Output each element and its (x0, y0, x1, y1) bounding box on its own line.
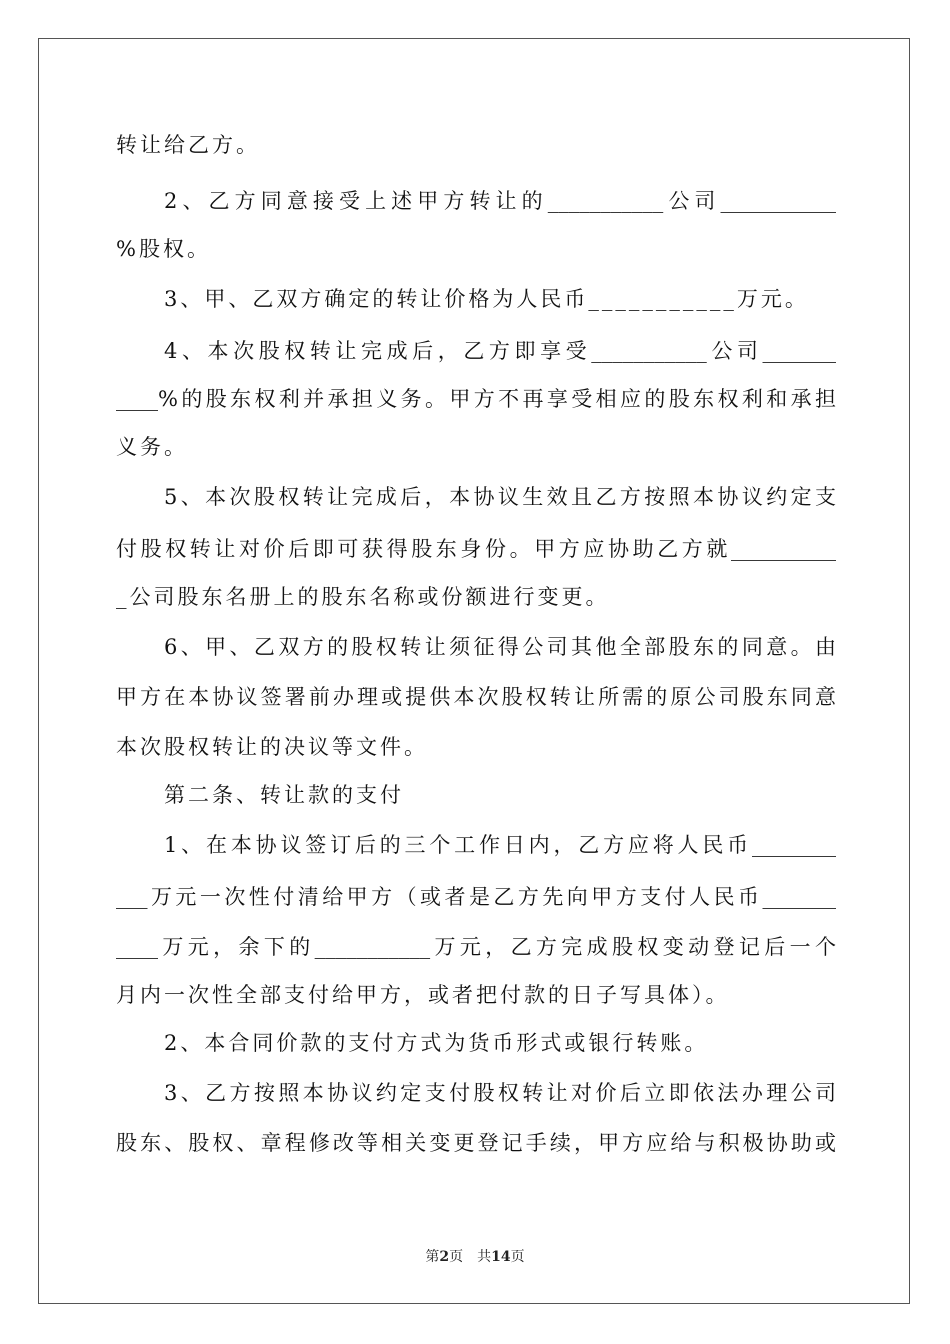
text-line: 义务。 (116, 435, 188, 459)
text-line: 6、甲、乙双方的股权转让须征得公司其他全部股东的同意。由 (164, 635, 836, 659)
text-line: 3、甲、乙双方确定的转让价格为人民币___________万元。 (164, 287, 809, 311)
text-line: ____万元，余下的___________万元，乙方完成股权变动登记后一个 (116, 935, 836, 959)
section-heading: 第二条、转让款的支付 (164, 783, 404, 807)
text-line: 1、在本协议签订后的三个工作日内，乙方应将人民币________ (164, 833, 836, 857)
text-line: 5、本次股权转让完成后，本协议生效且乙方按照本协议约定支 (164, 485, 836, 509)
page-footer (0, 1246, 950, 1266)
text-line: 本次股权转让的决议等文件。 (116, 735, 428, 759)
footer-mid: 页 共 (449, 1249, 492, 1265)
text-line: 3、乙方按照本协议约定支付股权转让对价后立即依法办理公司 (164, 1081, 836, 1105)
footer-total-pages: 14 (491, 1249, 511, 1265)
text-line: %股权。 (116, 237, 211, 261)
page-border (38, 38, 910, 1304)
text-line: 转让给乙方。 (116, 133, 260, 157)
text-line: ___万元一次性付清给甲方（或者是乙方先向甲方支付人民币_______ (116, 885, 836, 909)
text-line: 股东、股权、章程修改等相关变更登记手续，甲方应给与积极协助或 (116, 1131, 836, 1155)
footer-suffix: 页 (510, 1249, 525, 1265)
text-line: 4、本次股权转让完成后，乙方即享受___________公司_______ (164, 339, 836, 363)
text-line: 2、本合同价款的支付方式为货币形式或银行转账。 (164, 1031, 709, 1055)
text-line: 付股权转让对价后即可获得股东身份。甲方应协助乙方就__________ (116, 537, 836, 561)
text-line: 2、乙方同意接受上述甲方转让的___________公司___________ (164, 189, 836, 213)
text-line: 甲方在本协议签署前办理或提供本次股权转让所需的原公司股东同意 (116, 685, 836, 709)
text-line: ____%的股东权利并承担义务。甲方不再享受相应的股东权利和承担 (116, 387, 836, 411)
footer-prefix: 第 (425, 1249, 440, 1265)
text-line: _公司股东名册上的股东名称或份额进行变更。 (116, 585, 610, 609)
footer-page-number: 2 (439, 1249, 450, 1265)
text-line: 月内一次性全部支付给甲方，或者把付款的日子写具体）。 (116, 983, 730, 1007)
